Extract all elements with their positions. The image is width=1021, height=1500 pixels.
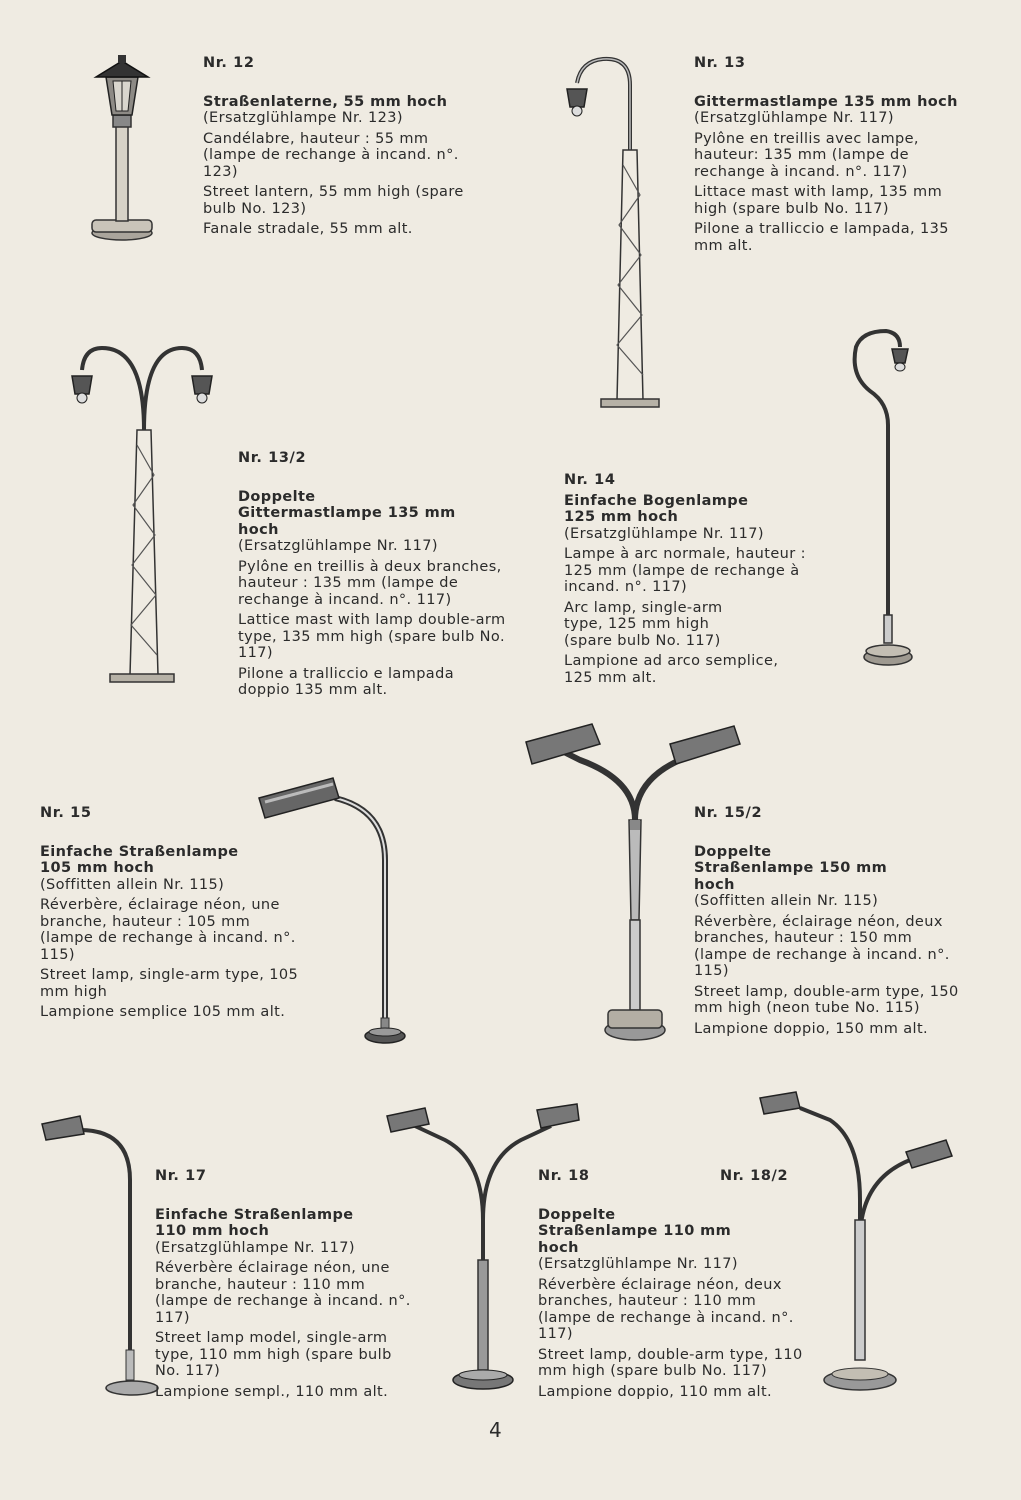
item-text-it: Fanale stradale, 55 mm alt.: [203, 221, 413, 237]
item-number: Nr. 13/2: [238, 450, 307, 466]
item-title: Einfache Straßenlampe 105 mm hoch: [40, 843, 239, 876]
item-text-fr: Pylône en treillis avec lampe, hauteur: 135 mm (lampe de rechange à incand. n°. 117): [694, 130, 919, 180]
item-text-en: Street lantern, 55 mm high (spare bulb No. 123): [203, 184, 464, 217]
item-title: Straßenlaterne, 55 mm hoch: [203, 93, 448, 110]
item-text-it: Lampione ad arco semplice, 125 mm alt.: [564, 653, 779, 686]
item-text-fr: Réverbère, éclairage néon, deux branches, hauteur : 150 mm (lampe de rechange à incand. n°. 115): [694, 913, 950, 979]
entry-nr12: [203, 55, 473, 238]
item-text-fr: Réverbère éclairage néon, une branche, hauteur : 110 mm (lampe de rechange à incand. n°. 117): [155, 1260, 411, 1326]
item-text-en: Arc lamp, single-arm type, 125 mm high (spare bulb No. 117): [564, 599, 723, 649]
item-title: Doppelte Straßenlampe 110 mm hoch: [538, 1206, 732, 1256]
item-text: (Ersatzglühlampe Nr. 123): [203, 110, 403, 126]
item-text-it: Pilone a tralliccio e lampada doppio 135 mm alt.: [238, 665, 454, 698]
item-text-fr: Réverbère, éclairage néon, une branche, hauteur : 105 mm (lampe de rechange à incand. n°. 115): [40, 897, 296, 963]
item-text-en: Littace mast with lamp, 135 mm high (spare bulb No. 117): [694, 184, 943, 217]
item-text-en: Lattice mast with lamp double-arm type, 135 mm high (spare bulb No. 117): [238, 612, 506, 661]
entry-nr14: [564, 472, 809, 686]
item-text: (Ersatzglühlampe Nr. 117): [155, 1239, 355, 1256]
item-text: (Soffitten allein Nr. 115): [40, 876, 225, 893]
item-text-it: Lampione sempl., 110 mm alt.: [155, 1383, 389, 1400]
item-title: Einfache Straßenlampe 110 mm hoch: [155, 1206, 354, 1239]
item-text-it: Lampione doppio, 150 mm alt.: [694, 1020, 929, 1037]
item-text-fr: Lampe à arc normale, hauteur : 125 mm (lampe de rechange à incand. n°. 117): [564, 546, 806, 595]
item-text-en: Street lamp, double-arm type, 110 mm high (spare bulb No. 117): [538, 1346, 803, 1379]
entry-nr15-2: [694, 805, 964, 1037]
entry-nr17: [155, 1168, 420, 1400]
entry-nr13: [694, 55, 969, 254]
item-text-en: Street lamp, single-arm type, 105 mm high: [40, 967, 299, 1000]
item-text-it: Lampione semplice 105 mm alt.: [40, 1004, 286, 1020]
street-lantern-illustration: [80, 55, 170, 245]
item-text: (Ersatzglühlampe Nr. 117): [694, 110, 894, 126]
entry-nr13-2: [238, 450, 506, 699]
item-number-variant: Nr. 18/2: [720, 1168, 789, 1184]
item-number: Nr. 14: [564, 472, 616, 488]
item-number: Nr. 18: [538, 1168, 590, 1184]
single-street-lamp-110-illustration: [40, 1110, 160, 1400]
item-text-it: Pilone a tralliccio e lampada, 135 mm alt.: [694, 221, 949, 254]
item-number: Nr. 12: [203, 55, 255, 71]
item-text-fr: Réverbère éclairage néon, deux branches, hauteur : 110 mm (lampe de rechange à incand. n°. 117): [538, 1276, 794, 1342]
item-title: Gittermastlampe 135 mm hoch: [694, 93, 958, 110]
item-text-fr: Pylône en treillis à deux branches, hauteur : 135 mm (lampe de rechange à incand. n°. 117): [238, 558, 502, 608]
page-number: 4: [489, 1418, 502, 1442]
item-number: Nr. 15: [40, 805, 92, 821]
item-number: Nr. 13: [694, 55, 746, 71]
item-text: (Ersatzglühlampe Nr. 117): [538, 1256, 738, 1272]
entry-nr15: [40, 805, 308, 1021]
item-title: Doppelte Straßenlampe 150 mm hoch: [694, 843, 888, 893]
item-text-it: Lampione doppio, 110 mm alt.: [538, 1383, 773, 1400]
item-title: Doppelte Gittermastlampe 135 mm hoch: [238, 488, 456, 538]
entry-nr18: [538, 1168, 806, 1400]
item-text-en: Street lamp, double-arm type, 150 mm high (neon tube No. 115): [694, 983, 959, 1016]
item-text-fr: Candélabre, hauteur : 55 mm (lampe de rechange à incand. n°. 123): [203, 130, 459, 180]
item-title: Einfache Bogenlampe 125 mm hoch: [564, 492, 749, 525]
arc-lamp-illustration: [840, 325, 930, 670]
item-text-en: Street lamp model, single-arm type, 110 mm high (spare bulb No. 117): [155, 1330, 392, 1379]
item-number: Nr. 17: [155, 1168, 207, 1184]
item-text: (Soffitten allein Nr. 115): [694, 893, 879, 909]
lattice-mast-lamp-illustration: [555, 55, 665, 415]
item-text: (Ersatzglühlampe Nr. 117): [238, 538, 438, 554]
double-lattice-mast-lamp-illustration: [62, 340, 222, 695]
item-text: (Ersatzglühlampe Nr. 117): [564, 525, 764, 542]
item-number: Nr. 15/2: [694, 805, 763, 821]
